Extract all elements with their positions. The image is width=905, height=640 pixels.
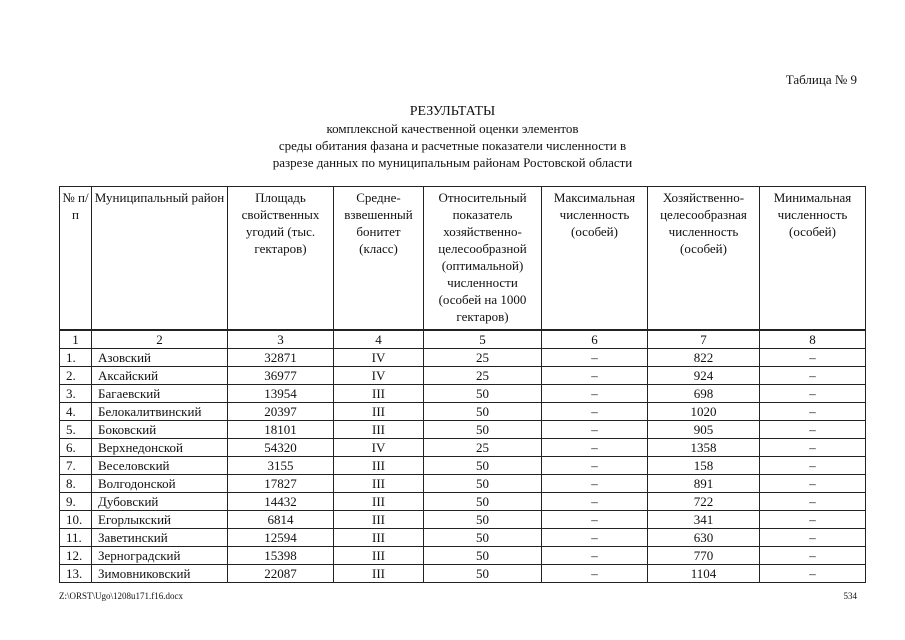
title-line: разрезе данных по муниципальным районам Ростовской области bbox=[272, 155, 633, 170]
header-cell-number: № п/п bbox=[60, 187, 92, 331]
relative-cell: 50 bbox=[424, 475, 542, 493]
max-cell: – bbox=[542, 475, 648, 493]
bonitet-cell: III bbox=[334, 511, 424, 529]
table-row bbox=[60, 385, 866, 403]
bonitet-cell: III bbox=[334, 403, 424, 421]
table-row bbox=[60, 403, 866, 421]
min-cell: – bbox=[760, 493, 866, 511]
district-name-cell: Азовский bbox=[92, 349, 228, 367]
min-cell: – bbox=[760, 565, 866, 583]
title-main: РЕЗУЛЬТАТЫ bbox=[409, 104, 496, 119]
table-row bbox=[60, 349, 866, 367]
relative-cell: 50 bbox=[424, 511, 542, 529]
row-number-cell: 6. bbox=[60, 439, 92, 457]
min-cell: – bbox=[760, 439, 866, 457]
min-cell: – bbox=[760, 421, 866, 439]
header-cell-max: Максимальная численность (особей) bbox=[542, 187, 648, 331]
district-name-cell: Верхнедонской bbox=[92, 439, 228, 457]
bonitet-cell: III bbox=[334, 475, 424, 493]
min-cell: – bbox=[760, 385, 866, 403]
header-row bbox=[60, 187, 866, 331]
max-cell: – bbox=[542, 349, 648, 367]
row-number-cell: 4. bbox=[60, 403, 92, 421]
table-row bbox=[60, 493, 866, 511]
optimal-cell: 722 bbox=[648, 493, 760, 511]
optimal-cell: 1358 bbox=[648, 439, 760, 457]
header-cell-optimal: Хозяйственно-целесообразная численность (особей) bbox=[648, 187, 760, 331]
district-name-cell: Зимовниковский bbox=[92, 565, 228, 583]
max-cell: – bbox=[542, 385, 648, 403]
table-row bbox=[60, 529, 866, 547]
district-name-cell: Веселовский bbox=[92, 457, 228, 475]
relative-cell: 50 bbox=[424, 493, 542, 511]
optimal-cell: 630 bbox=[648, 529, 760, 547]
max-cell: – bbox=[542, 547, 648, 565]
index-cell: 4 bbox=[334, 330, 424, 349]
bonitet-cell: III bbox=[334, 565, 424, 583]
header-cell-area: Площадь свойственных угодий (тыс. гектаров) bbox=[228, 187, 334, 331]
table-row bbox=[60, 547, 866, 565]
area-cell: 20397 bbox=[228, 403, 334, 421]
footer-file-path: Z:\ORST\Ugo\1208u171.f16.docx bbox=[59, 591, 183, 601]
index-cell: 6 bbox=[542, 330, 648, 349]
relative-cell: 25 bbox=[424, 349, 542, 367]
area-cell: 17827 bbox=[228, 475, 334, 493]
row-number-cell: 12. bbox=[60, 547, 92, 565]
relative-cell: 25 bbox=[424, 367, 542, 385]
row-number-cell: 11. bbox=[60, 529, 92, 547]
district-name-cell: Дубовский bbox=[92, 493, 228, 511]
max-cell: – bbox=[542, 367, 648, 385]
relative-cell: 50 bbox=[424, 421, 542, 439]
table-row bbox=[60, 457, 866, 475]
bonitet-cell: III bbox=[334, 547, 424, 565]
table-body bbox=[60, 330, 866, 583]
optimal-cell: 1020 bbox=[648, 403, 760, 421]
district-name-cell: Боковский bbox=[92, 421, 228, 439]
title-line: среды обитания фазана и расчетные показатели численности в bbox=[278, 138, 627, 153]
bonitet-cell: IV bbox=[334, 349, 424, 367]
optimal-cell: 770 bbox=[648, 547, 760, 565]
max-cell: – bbox=[542, 493, 648, 511]
relative-cell: 50 bbox=[424, 529, 542, 547]
district-name-cell: Зерноградский bbox=[92, 547, 228, 565]
row-number-cell: 3. bbox=[60, 385, 92, 403]
max-cell: – bbox=[542, 529, 648, 547]
table-row bbox=[60, 475, 866, 493]
district-name-cell: Волгодонской bbox=[92, 475, 228, 493]
row-number-cell: 1. bbox=[60, 349, 92, 367]
optimal-cell: 698 bbox=[648, 385, 760, 403]
district-name-cell: Белокалитвинский bbox=[92, 403, 228, 421]
area-cell: 54320 bbox=[228, 439, 334, 457]
header-cell-relative: Относительный показатель хозяйственно-целесообразной (оптимальной) численности (особей на 1000 гектаров) bbox=[424, 187, 542, 331]
optimal-cell: 891 bbox=[648, 475, 760, 493]
optimal-cell: 822 bbox=[648, 349, 760, 367]
min-cell: – bbox=[760, 475, 866, 493]
results-table bbox=[59, 186, 866, 583]
row-number-cell: 7. bbox=[60, 457, 92, 475]
district-name-cell: Аксайский bbox=[92, 367, 228, 385]
optimal-cell: 1104 bbox=[648, 565, 760, 583]
optimal-cell: 341 bbox=[648, 511, 760, 529]
area-cell: 32871 bbox=[228, 349, 334, 367]
bonitet-cell: III bbox=[334, 529, 424, 547]
table-number-label: Таблица № 9 bbox=[785, 72, 857, 87]
area-cell: 22087 bbox=[228, 565, 334, 583]
district-name-cell: Егорлыкский bbox=[92, 511, 228, 529]
min-cell: – bbox=[760, 529, 866, 547]
area-cell: 3155 bbox=[228, 457, 334, 475]
table-row bbox=[60, 511, 866, 529]
bonitet-cell: IV bbox=[334, 367, 424, 385]
document-title bbox=[0, 103, 905, 171]
optimal-cell: 924 bbox=[648, 367, 760, 385]
min-cell: – bbox=[760, 403, 866, 421]
max-cell: – bbox=[542, 403, 648, 421]
area-cell: 12594 bbox=[228, 529, 334, 547]
header-cell-district: Муниципальный район bbox=[92, 187, 228, 331]
row-number-cell: 8. bbox=[60, 475, 92, 493]
table-row bbox=[60, 439, 866, 457]
max-cell: – bbox=[542, 421, 648, 439]
index-cell: 2 bbox=[92, 330, 228, 349]
row-number-cell: 2. bbox=[60, 367, 92, 385]
bonitet-cell: III bbox=[334, 421, 424, 439]
max-cell: – bbox=[542, 565, 648, 583]
table-row bbox=[60, 421, 866, 439]
row-number-cell: 10. bbox=[60, 511, 92, 529]
bonitet-cell: III bbox=[334, 493, 424, 511]
header-cell-min: Минимальная численность (особей) bbox=[760, 187, 866, 331]
header-cell-bonitet: Средне-взвешенный бонитет (класс) bbox=[334, 187, 424, 331]
title-line: комплексной качественной оценки элементов bbox=[326, 121, 579, 136]
district-name-cell: Заветинский bbox=[92, 529, 228, 547]
min-cell: – bbox=[760, 367, 866, 385]
column-index-row bbox=[60, 330, 866, 349]
relative-cell: 50 bbox=[424, 547, 542, 565]
min-cell: – bbox=[760, 349, 866, 367]
relative-cell: 50 bbox=[424, 457, 542, 475]
relative-cell: 50 bbox=[424, 403, 542, 421]
table-row bbox=[60, 565, 866, 583]
area-cell: 15398 bbox=[228, 547, 334, 565]
area-cell: 18101 bbox=[228, 421, 334, 439]
bonitet-cell: III bbox=[334, 457, 424, 475]
max-cell: – bbox=[542, 457, 648, 475]
area-cell: 6814 bbox=[228, 511, 334, 529]
bonitet-cell: IV bbox=[334, 439, 424, 457]
optimal-cell: 905 bbox=[648, 421, 760, 439]
area-cell: 36977 bbox=[228, 367, 334, 385]
optimal-cell: 158 bbox=[648, 457, 760, 475]
max-cell: – bbox=[542, 439, 648, 457]
area-cell: 14432 bbox=[228, 493, 334, 511]
area-cell: 13954 bbox=[228, 385, 334, 403]
max-cell: – bbox=[542, 511, 648, 529]
index-cell: 1 bbox=[60, 330, 92, 349]
min-cell: – bbox=[760, 457, 866, 475]
relative-cell: 50 bbox=[424, 565, 542, 583]
district-name-cell: Багаевский bbox=[92, 385, 228, 403]
index-cell: 8 bbox=[760, 330, 866, 349]
index-cell: 7 bbox=[648, 330, 760, 349]
min-cell: – bbox=[760, 547, 866, 565]
relative-cell: 25 bbox=[424, 439, 542, 457]
table-row bbox=[60, 367, 866, 385]
bonitet-cell: III bbox=[334, 385, 424, 403]
relative-cell: 50 bbox=[424, 385, 542, 403]
footer-page-number: 534 bbox=[843, 591, 857, 601]
index-cell: 3 bbox=[228, 330, 334, 349]
row-number-cell: 9. bbox=[60, 493, 92, 511]
row-number-cell: 5. bbox=[60, 421, 92, 439]
row-number-cell: 13. bbox=[60, 565, 92, 583]
index-cell: 5 bbox=[424, 330, 542, 349]
min-cell: – bbox=[760, 511, 866, 529]
